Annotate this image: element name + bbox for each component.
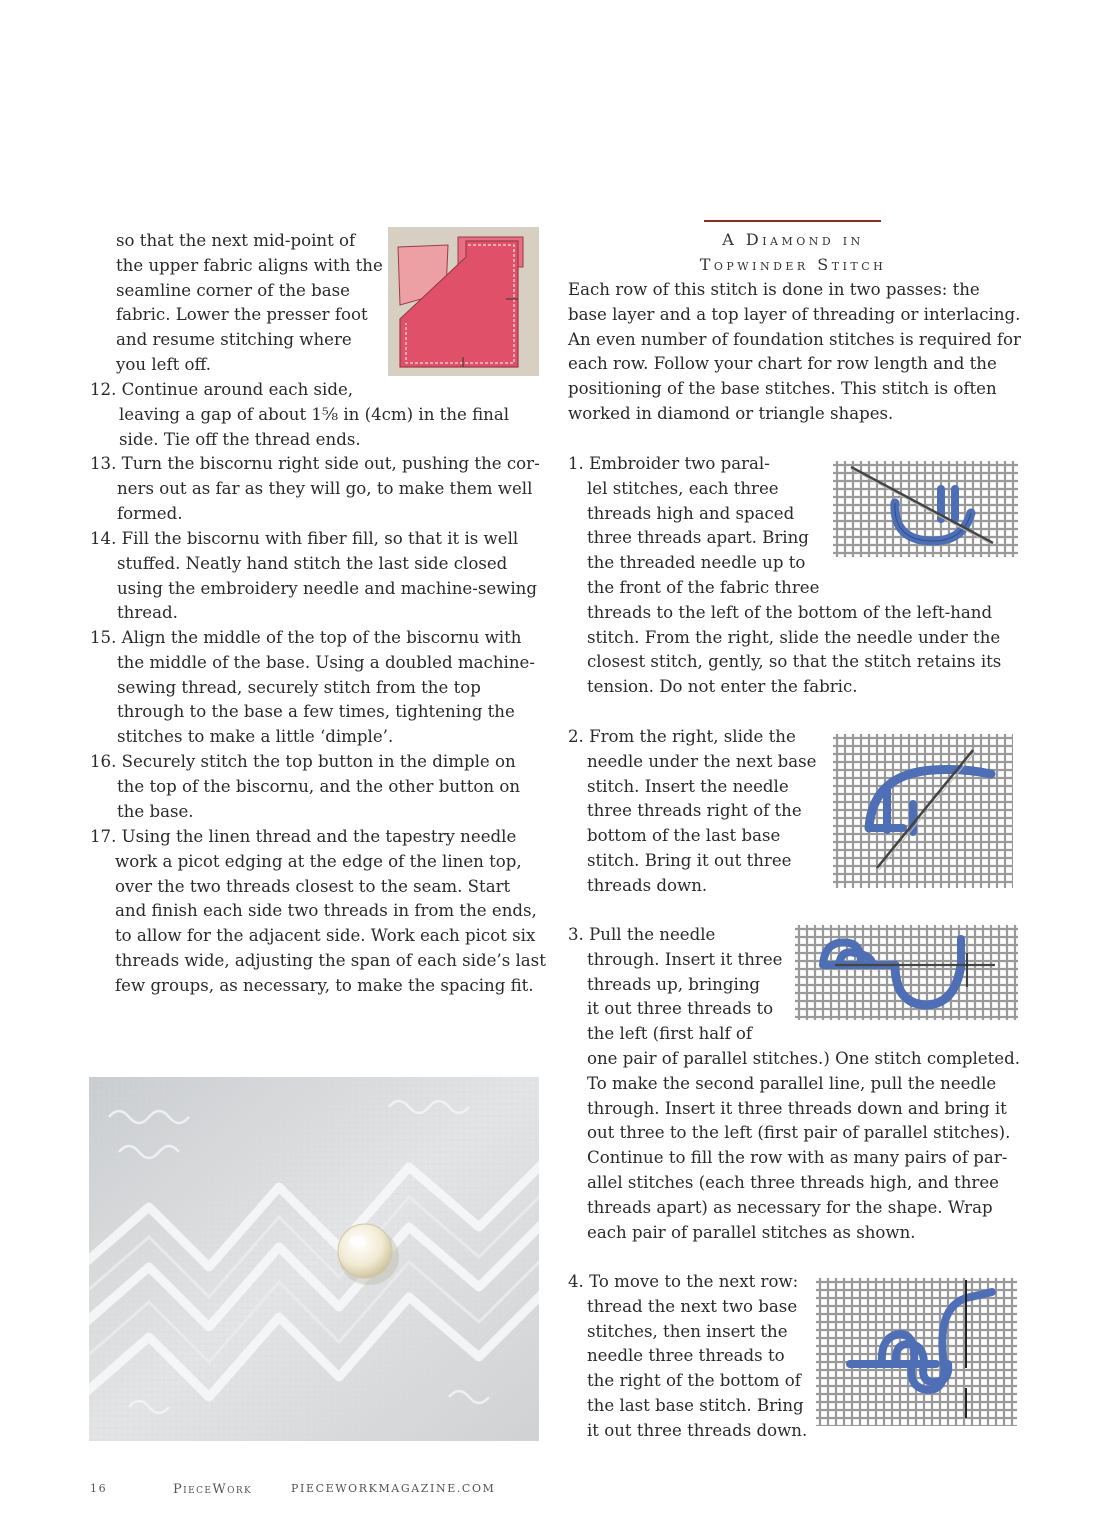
text-line: 14. Fill the biscornu with fiber fill, so that it is well (90, 529, 519, 548)
text-line: each pair of parallel stitches as shown. (587, 1222, 916, 1242)
text-line: 4. To move to the next row: (568, 1272, 799, 1291)
text-line: tension. Do not enter the fabric. (587, 677, 858, 697)
text-line: through. Insert it three threads down and bring it (587, 1098, 1007, 1118)
text-line: stuffed. Neatly hand stitch the last side closed (117, 553, 508, 573)
step-12 (90, 378, 509, 452)
text-line: ners out as far as they will go, to make them well (117, 478, 533, 498)
text-line: and resume stitching where (116, 330, 352, 350)
text-line: the front of the fabric three (587, 577, 820, 597)
text-line: 2. From the right, slide the (568, 727, 796, 746)
text-line: it out three threads down. (587, 1420, 808, 1440)
text-line: 16. Securely stitch the top button in the dimple on (90, 752, 516, 771)
text-line: closest stitch, gently, so that the stitch retains its (587, 652, 1002, 672)
text-line: threads apart) as necessary for the shape. Wrap (587, 1197, 993, 1217)
text-line: to allow for the adjacent side. Work each picot six (115, 926, 536, 946)
section-heading-line1: A Diamond in (722, 230, 864, 249)
text-line: stitches to make a little ‘dimple’. (117, 727, 394, 747)
text-line: the threaded needle up to (587, 553, 806, 573)
text-line: one pair of parallel stitches.) One stitch completed. (587, 1048, 1021, 1068)
text-line: over the two threads closest to the seam. Start (115, 876, 511, 896)
text-line: stitches, then insert the (587, 1321, 788, 1341)
text-line: you left off. (116, 354, 212, 374)
text-line: seamline corner of the base (116, 280, 350, 300)
text-line: three threads apart. Bring (587, 528, 809, 548)
step-16 (90, 750, 520, 824)
stitch-step-4 (568, 1270, 807, 1444)
text-line: fabric. Lower the presser foot (116, 305, 368, 325)
embroidery-image (89, 1077, 539, 1441)
text-line: lel stitches, each three (587, 478, 779, 498)
text-line: 3. Pull the needle (568, 925, 716, 944)
text-line: threads down. (587, 875, 708, 895)
fabric-layering-diagram (388, 227, 539, 376)
text-line: the base. (117, 801, 194, 821)
text-line: it out three threads to (587, 999, 774, 1019)
text-line: so that the next mid-point of (116, 231, 356, 250)
text-line: 12. Continue around each side, (90, 380, 354, 399)
stitch-step-2 (568, 725, 817, 899)
heading-rule (704, 220, 881, 222)
text-line: threads up, bringing (587, 974, 761, 994)
left-intro (116, 229, 383, 378)
text-line: worked in diamond or triangle shapes. (568, 403, 894, 423)
step-13 (90, 452, 540, 526)
text-line: three threads right of the (587, 801, 802, 821)
text-line: stitch. Bring it out three (587, 850, 792, 870)
text-line: formed. (117, 503, 183, 523)
text-line: allel stitches (each three threads high, and three (587, 1172, 999, 1192)
text-line: Continue to fill the row with as many pairs of par- (587, 1148, 1008, 1168)
text-line: the last base stitch. Bring (587, 1395, 804, 1415)
text-line: needle under the next base (587, 751, 817, 771)
text-line: 1. Embroider two paral- (568, 454, 770, 473)
text-line: the middle of the base. Using a doubled machine- (117, 652, 535, 672)
text-line: the top of the biscornu, and the other button on (117, 776, 521, 796)
text-line: and finish each side two threads in from the ends, (115, 901, 537, 921)
text-line: the right of the bottom of (587, 1371, 801, 1391)
text-line: the left (first half of (587, 1024, 753, 1044)
text-line: To make the second parallel line, pull the needle (587, 1073, 997, 1093)
text-line: threads to the left of the bottom of the left-hand (587, 602, 993, 622)
text-line: side. Tie off the thread ends. (119, 429, 361, 449)
website-url[interactable]: PIECEWORKMAGAZINE.COM (291, 1482, 496, 1495)
text-line: bottom of the last base (587, 826, 781, 846)
step-17 (90, 825, 546, 999)
text-line: 15. Align the middle of the top of the biscornu with (90, 628, 522, 647)
page-number: 16 (90, 1482, 108, 1495)
stitch-diagram-4 (816, 1278, 1017, 1426)
text-line: thread the next two base (587, 1296, 798, 1316)
stitch-diagram-2 (833, 734, 1013, 888)
stitch-diagram-3 (795, 925, 1018, 1020)
text-line: positioning of the base stitches. This stitch is often (568, 379, 997, 399)
text-line: few groups, as necessary, to make the spacing fit. (115, 975, 534, 995)
text-line: through. Insert it three (587, 949, 783, 969)
text-line: stitch. From the right, slide the needle under the (587, 627, 1001, 647)
text-line: threads wide, adjusting the span of each side’s last (115, 950, 546, 970)
text-line: out three to the left (first pair of parallel stitches). (587, 1123, 1011, 1143)
text-line: An even number of foundation stitches is required for (568, 329, 1021, 349)
section-heading-line2: Topwinder Stitch (699, 255, 887, 274)
text-line: 17. Using the linen thread and the tapestry needle (90, 827, 517, 846)
text-line: through to the base a few times, tightening the (117, 702, 515, 722)
stitch-diagram-1 (833, 461, 1018, 557)
text-line: needle three threads to (587, 1346, 785, 1366)
text-line: Each row of this stitch is done in two passes: the (568, 280, 980, 299)
right-intro (568, 278, 1021, 427)
magazine-name: PieceWork (173, 1482, 253, 1497)
text-line: each row. Follow your chart for row length and the (568, 354, 997, 374)
text-line: thread. (117, 603, 178, 623)
text-line: 13. Turn the biscornu right side out, pushing the cor- (90, 454, 540, 473)
text-line: base layer and a top layer of threading or interlacing. (568, 304, 1021, 324)
step-14 (90, 527, 537, 626)
step-15 (90, 626, 535, 750)
text-line: leaving a gap of about 1⅝ in (4cm) in the final (119, 404, 510, 424)
biscornu-photo (89, 1077, 539, 1441)
text-line: work a picot edging at the edge of the linen top, (115, 851, 522, 871)
text-line: the upper fabric aligns with the (116, 255, 383, 275)
text-line: stitch. Insert the needle (587, 776, 789, 796)
text-line: threads high and spaced (587, 503, 795, 523)
text-line: using the embroidery needle and machine-sewing (117, 578, 537, 598)
text-line: sewing thread, securely stitch from the top (117, 677, 481, 697)
